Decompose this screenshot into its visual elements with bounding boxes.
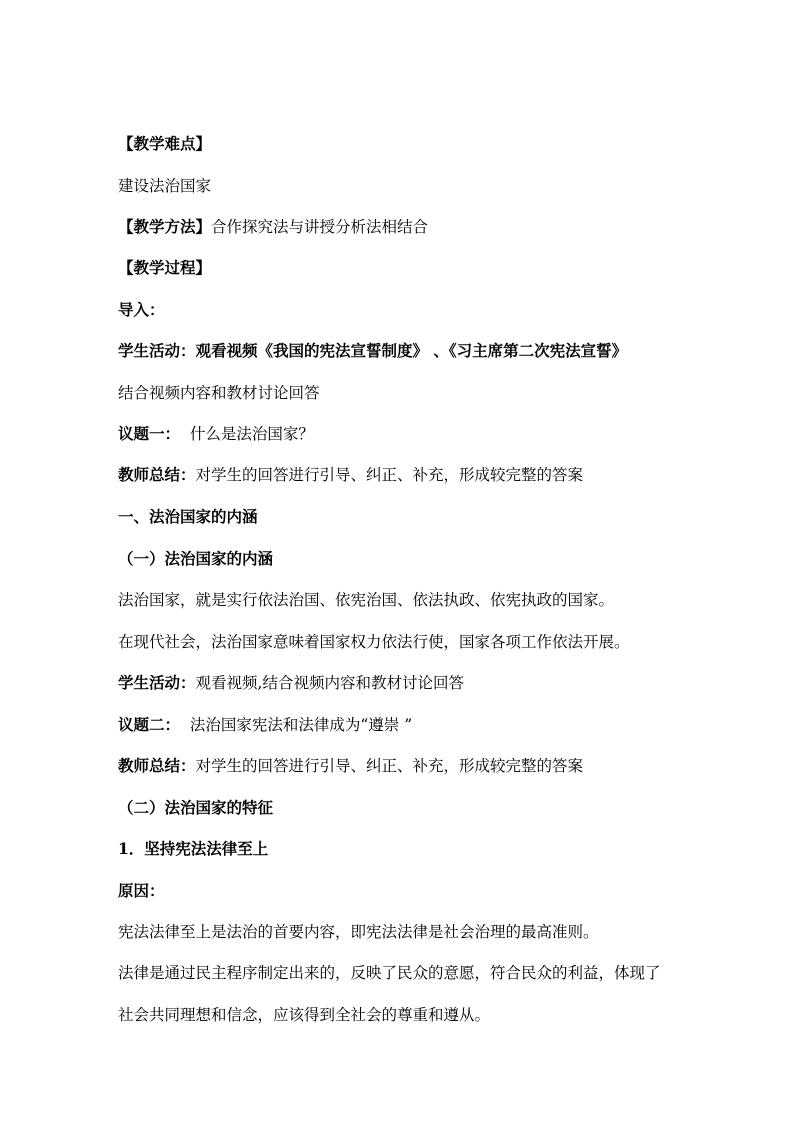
paragraph-topic-1 bbox=[118, 423, 718, 445]
paragraph-modern-society: 在现代社会，法治国家意味着国家权力依法行使，国家各项工作依法开展。 bbox=[118, 633, 630, 651]
text-teacher-summary-1: 对学生的回答进行引导、纠正、补充，形成较完整的答案 bbox=[195, 466, 584, 484]
paragraph-definition: 法治国家，就是实行依法治国、依宪治国、依法执政、依宪执政的国家。 bbox=[118, 591, 615, 609]
heading-subsection-1: （一）法治国家的内涵 bbox=[118, 549, 274, 568]
label-student-activity-2: 学生活动： bbox=[118, 673, 196, 692]
heading-teaching-difficulty: 【教学难点】 bbox=[118, 134, 212, 153]
text-topic-2: 法治国家宪法和法律成为“遵崇 ” bbox=[180, 716, 413, 734]
paragraph-difficulty-content: 建设法治国家 bbox=[118, 177, 212, 195]
paragraph-reason-1: 宪法法律至上是法治的首要内容，即宪法法律是社会治理的最高准则。 bbox=[118, 923, 599, 941]
text-student-activity-2: 观看视频,结合视频内容和教材讨论回答 bbox=[195, 674, 464, 692]
heading-subsection-2: （二）法治国家的特征 bbox=[118, 798, 274, 817]
text-teaching-method: 合作探究法与讲授分析法相结合 bbox=[211, 218, 429, 236]
paragraph-student-activity-1: 学生活动：观看视频《我国的宪法宣誓制度》 、《习主席第二次宪法宣誓》 bbox=[118, 341, 628, 360]
text-teacher-summary-2: 对学生的回答进行引导、纠正、补充，形成较完整的答案 bbox=[195, 757, 584, 775]
heading-point-1: 1．坚持宪法法律至上 bbox=[118, 839, 269, 858]
label-topic-2: 议题二： bbox=[118, 715, 181, 734]
paragraph-reason-2-line-1: 法律是通过民主程序制定出来的，反映了民众的意愿，符合民众的利益，体现了 bbox=[118, 964, 661, 982]
label-teacher-summary-2: 教师总结： bbox=[118, 756, 196, 775]
heading-teaching-process: 【教学过程】 bbox=[118, 258, 212, 277]
paragraph-teacher-summary-2 bbox=[118, 755, 718, 777]
label-topic-1: 议题一： bbox=[118, 424, 181, 443]
paragraph-discussion-prompt: 结合视频内容和教材讨论回答 bbox=[118, 384, 320, 402]
heading-reason: 原因： bbox=[118, 881, 165, 900]
heading-section-1: 一、法治国家的内涵 bbox=[118, 507, 258, 526]
heading-introduction: 导入： bbox=[118, 300, 165, 319]
paragraph-teaching-method bbox=[118, 216, 718, 238]
label-teacher-summary-1: 教师总结： bbox=[118, 465, 196, 484]
text-topic-1: 什么是法治国家？ bbox=[180, 425, 314, 443]
paragraph-reason-2-line-2: 社会共同理想和信念，应该得到全社会的尊重和遵从。 bbox=[118, 1006, 491, 1024]
label-teaching-method: 【教学方法】 bbox=[118, 217, 212, 236]
paragraph-student-activity-2 bbox=[118, 672, 718, 694]
paragraph-topic-2 bbox=[118, 714, 718, 736]
paragraph-teacher-summary-1 bbox=[118, 464, 718, 486]
